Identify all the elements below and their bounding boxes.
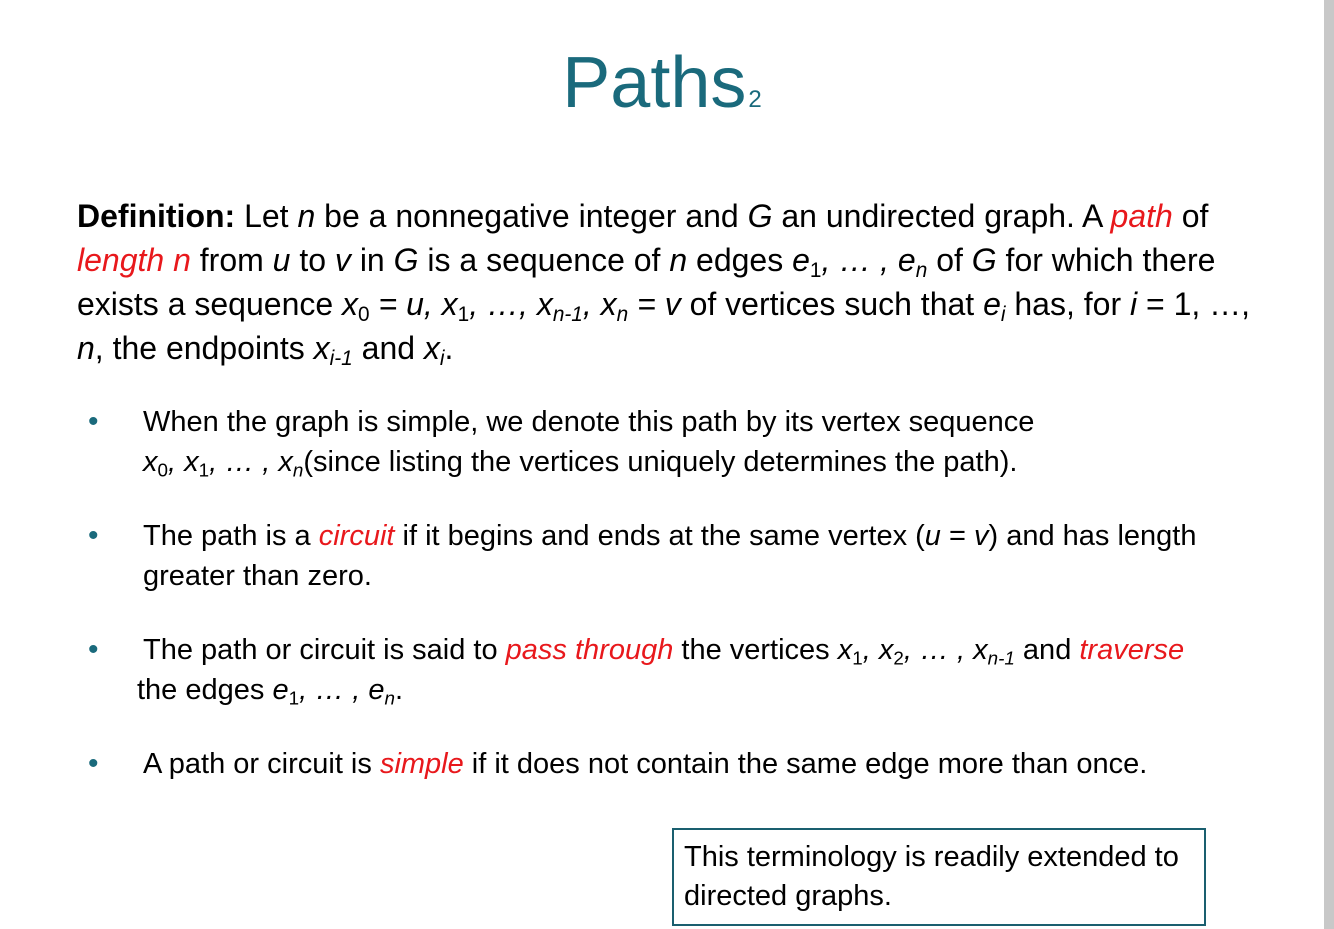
subscript: 1 [852, 647, 863, 669]
subscript: i-1 [329, 347, 353, 371]
var-u: u [272, 242, 291, 278]
text: , … , [209, 446, 279, 478]
subscript: i [439, 347, 445, 371]
var-e: e [368, 674, 385, 706]
bullet-text [143, 516, 1253, 596]
note-text: This terminology is readily extended to directed graphs. [684, 841, 1179, 912]
subscript: 2 [893, 647, 904, 669]
var-x: x [441, 286, 458, 322]
text: = [940, 520, 974, 552]
text: ) and has length greater than zero. [143, 520, 1197, 592]
text: (since listing the vertices uniquely determines the path). [303, 446, 1018, 478]
subscript: n [616, 303, 629, 327]
text: has, for [1005, 286, 1130, 322]
term-length: length n [77, 242, 191, 278]
subscript: n [384, 687, 395, 709]
text: in [350, 242, 394, 278]
var-x: x [837, 634, 853, 666]
text: A path or circuit is [143, 748, 380, 780]
text: be a nonnegative integer and [315, 198, 748, 234]
var-u: u [924, 520, 941, 552]
text: if it begins and ends at the same vertex ( [394, 520, 925, 552]
term-traverse: traverse [1079, 634, 1185, 666]
window-edge [1324, 0, 1334, 929]
term-circuit: circuit [318, 520, 395, 552]
bullet-text [143, 402, 1253, 482]
text: = v [628, 286, 681, 322]
subscript: i [1000, 303, 1006, 327]
subscript: n [292, 459, 304, 481]
var-x: x [184, 446, 199, 478]
definition-paragraph [77, 194, 1257, 370]
text: , … , [903, 634, 974, 666]
subscript: n [915, 259, 928, 283]
text: to [290, 242, 335, 278]
definition-label: Definition: [77, 198, 236, 234]
text: = 1, …, [1137, 286, 1251, 322]
var-e: e [983, 286, 1001, 322]
subscript: 1 [457, 303, 470, 327]
var-x: x [973, 634, 988, 666]
term-simple: simple [379, 748, 464, 780]
subscript: n-1 [552, 303, 583, 327]
text: is a sequence of [418, 242, 670, 278]
subscript: 1 [809, 259, 822, 283]
subscript: 0 [358, 303, 370, 327]
var-G: G [971, 242, 997, 278]
text: , [167, 446, 185, 478]
text: , … , [821, 242, 898, 278]
var-x: x [313, 330, 330, 366]
var-x: x [600, 286, 617, 322]
text: the vertices [673, 634, 838, 666]
text: from [190, 242, 273, 278]
slide-title [0, 40, 1324, 126]
var-x: x [143, 446, 158, 478]
term-path: path [1110, 198, 1173, 234]
title-text: Paths [562, 43, 747, 123]
text: The path is a [143, 520, 319, 552]
text: and [1014, 634, 1080, 666]
var-e: e [272, 674, 289, 706]
text: . [444, 330, 454, 366]
text: , … , [299, 674, 369, 706]
var-v: v [334, 242, 351, 278]
subscript: n-1 [987, 647, 1015, 669]
text: of [927, 242, 972, 278]
text: = u, [369, 286, 442, 322]
subscript: 1 [288, 687, 300, 709]
var-n: n [297, 198, 316, 234]
var-n: n [77, 330, 95, 366]
bullet-icon: • [88, 633, 99, 666]
text: and [352, 330, 424, 366]
text: , the endpoints [94, 330, 314, 366]
bullet-icon: • [88, 405, 99, 438]
text: if it does not contain the same edge more than once. [463, 748, 1148, 780]
text: an undirected graph. A [772, 198, 1111, 234]
text: Let [235, 198, 298, 234]
text: The path or circuit is said to [143, 634, 506, 666]
term-pass-through: pass through [505, 634, 674, 666]
var-i: i [1129, 286, 1138, 322]
var-n: n [669, 242, 688, 278]
var-x: x [536, 286, 553, 322]
bullet-icon: • [88, 747, 99, 780]
var-x: x [278, 446, 293, 478]
text: . [395, 674, 404, 706]
text: of vertices such that [680, 286, 984, 322]
bullet-icon: • [88, 519, 99, 552]
text: , [862, 634, 879, 666]
var-x: x [342, 286, 359, 322]
var-x: x [423, 330, 440, 366]
var-G: G [747, 198, 773, 234]
bullet-text [137, 630, 1253, 710]
note-box [672, 828, 1206, 926]
bullet-text [143, 744, 1253, 784]
var-e: e [897, 242, 916, 278]
text: , [582, 286, 601, 322]
var-v: v [974, 520, 989, 552]
subscript: 0 [157, 459, 168, 481]
var-e: e [792, 242, 810, 278]
text: the edges [137, 674, 273, 706]
text: of [1172, 198, 1209, 234]
text: When the graph is simple, we denote this path by its vertex sequence [143, 406, 1035, 438]
text: , …, [469, 286, 537, 322]
text: edges [687, 242, 793, 278]
var-G: G [393, 242, 419, 278]
text: for which there exists a sequence [77, 242, 1216, 322]
var-x: x [878, 634, 894, 666]
subscript: 1 [198, 459, 210, 481]
title-number: 2 [748, 86, 762, 113]
